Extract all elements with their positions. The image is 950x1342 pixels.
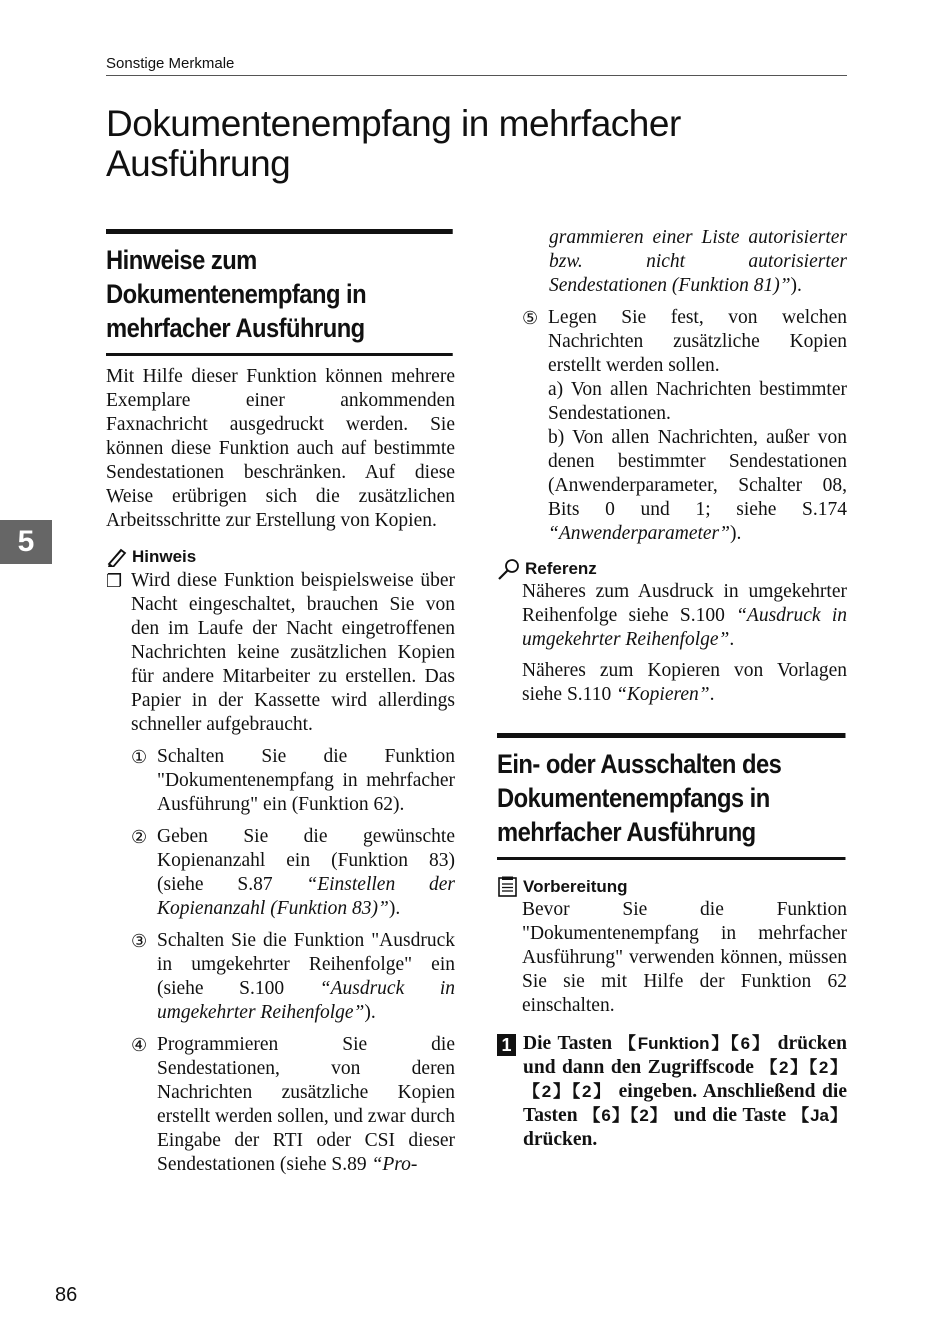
- step-text-part: Programmieren Sie die Sendestationen, von deren Nachrichten zusätzliche Kopien erstellt werden sollen, und zwar durch Eingabe der RTI oder CSI dieser Sendestationen (siehe S.89: [157, 1034, 455, 1175]
- step-number: ②: [131, 827, 148, 847]
- step-number: ③: [131, 931, 148, 951]
- list-item: [131, 825, 455, 921]
- key-label: 【Funktion】: [618, 1034, 731, 1053]
- section-heading: [106, 229, 453, 356]
- step-text: Schalten Sie die Funktion "Dokumentenempfang in mehrfacher Ausführung" ein (Funktion 62).: [157, 746, 455, 815]
- heading-line: mehrfacher Ausführung: [497, 817, 756, 847]
- reference-heading: [497, 558, 847, 580]
- heading-line: Dokumentenempfangs in: [497, 783, 770, 813]
- step-option: a) Von allen Nachrichten bestimmter Sendestationen.: [548, 379, 847, 424]
- text-part: ).: [730, 523, 742, 544]
- step-text: [157, 1033, 455, 1177]
- cross-reference: “Ausdruck in umgekehrter Reihenfolge”: [157, 978, 455, 1023]
- note-heading: [106, 547, 455, 567]
- text-part: Näheres zum Kopieren von Vorlagen siehe S.110: [522, 660, 847, 705]
- cross-reference: grammieren einer Liste autorisierter bzw. nicht autorisierter Sendestationen (Funktion 81)”: [549, 227, 847, 296]
- step-number-box: 1: [497, 1034, 516, 1056]
- cross-reference: “Pro-: [371, 1154, 418, 1175]
- list-item: [131, 1033, 455, 1177]
- page-number: 86: [55, 1284, 78, 1306]
- step-text: [157, 825, 455, 921]
- note-bullet: [106, 569, 455, 737]
- chapter-tab: 5: [0, 520, 52, 564]
- reference-text: [522, 659, 847, 707]
- step-text-part: ).: [388, 898, 401, 919]
- step-text-part: Geben Sie die gewünschte Kopienanzahl ein (Funktion 83) (siehe S.87: [157, 826, 455, 895]
- note-label: Hinweis: [132, 547, 197, 566]
- text-part: .: [729, 629, 735, 650]
- heading-line: Hinweise zum: [106, 245, 257, 275]
- instruction-step: [497, 1032, 847, 1152]
- reference-text: [522, 580, 847, 652]
- cross-reference: “Kopieren”: [616, 684, 710, 705]
- text-part: .: [709, 684, 715, 705]
- title-line: Ausführung: [106, 143, 291, 184]
- step-option: [548, 426, 847, 546]
- text-part: drücken.: [523, 1129, 598, 1150]
- preparation-label: Vorbereitung: [523, 877, 628, 896]
- heading-line: mehrfacher Ausführung: [106, 313, 365, 343]
- text-part: ).: [790, 275, 802, 296]
- list-item: [497, 306, 847, 546]
- text-part: und die Taste: [667, 1105, 793, 1126]
- heading-line: Ein- oder Ausschalten des: [497, 749, 782, 779]
- text-part: drücken und dann den Zugriffscode: [523, 1033, 847, 1078]
- step-number: ⑤: [522, 308, 539, 328]
- right-column: [497, 226, 847, 1152]
- text-part: eingeben. Anschließend die Tasten: [523, 1081, 847, 1126]
- text-part: Die Tasten: [523, 1033, 619, 1054]
- text-part: b) Von allen Nachrichten, außer von denen bestimmter Sendestationen (Anwenderparameter, Schalter 08, Bits 0 und 1; siehe S.174: [548, 427, 847, 520]
- preparation-heading: [497, 876, 847, 898]
- running-header: Sonstige Merkmale: [106, 55, 847, 76]
- list-item: [131, 745, 455, 817]
- checklist-icon: [497, 876, 519, 898]
- continued-text: [497, 226, 847, 298]
- step-number: ④: [131, 1035, 148, 1055]
- magnifier-icon: [497, 558, 521, 580]
- key-label: 【2】【2】【2】【2】: [523, 1058, 847, 1101]
- checkbox-icon: ❐: [106, 571, 123, 591]
- preparation-text: Bevor Sie die Funktion "Dokumentenempfang in mehrfacher Ausführung" verwenden können, müssen Sie sie mit Hilfe der Funktion 62 einschalten.: [522, 899, 847, 1016]
- section-heading: [497, 733, 845, 860]
- pencil-icon: [106, 547, 128, 567]
- key-label: 【6】: [730, 1034, 771, 1053]
- cross-reference: “Einstellen der Kopienanzahl (Funktion 83)”: [157, 874, 455, 919]
- key-label: 【6】【2】: [583, 1106, 668, 1125]
- step-text-part: Schalten Sie die Funktion "Ausdruck in umgekehrter Reihenfolge" ein (siehe S.100: [157, 930, 455, 999]
- instruction-text: [523, 1032, 847, 1152]
- reference-label: Referenz: [525, 559, 597, 578]
- bullet-text: Wird diese Funktion beispielsweise über Nacht eingeschaltet, brauchen Sie von den im Laufe der Nacht eingetroffenen Nachrichten keine zusätzlichen Kopien für andere Mitarbeiter zu erstellen. Das Papier in der Kassette wird allerdings schneller aufgebraucht.: [131, 570, 455, 735]
- key-label: 【Ja】: [792, 1106, 847, 1125]
- text-part: Näheres zum Ausdruck in umgekehrter Reihenfolge siehe S.100: [522, 581, 847, 626]
- step-text: Legen Sie fest, von welchen Nachrichten zusätzliche Kopien erstellt werden sollen.: [548, 307, 847, 376]
- page-title: [106, 104, 846, 184]
- title-line: Dokumentenempfang in mehrfacher: [106, 103, 681, 144]
- cross-reference: “Anwenderparameter”: [548, 523, 730, 544]
- left-column: [106, 229, 455, 1177]
- step-number: ①: [131, 747, 148, 767]
- step-text-part: ).: [364, 1002, 376, 1023]
- heading-line: Dokumentenempfang in: [106, 279, 367, 309]
- list-item: [131, 929, 455, 1025]
- step-text: [157, 929, 455, 1025]
- intro-paragraph: Mit Hilfe dieser Funktion können mehrere Exemplare einer ankommenden Faxnachricht ausgedruckt werden. Sie können diese Funktion auch auf bestimmte Sendestationen beschränken. Auf diese Weise erübrigen sich die zusätzlichen Arbeitsschritte zur Erstellung von Kopien.: [106, 366, 455, 531]
- cross-reference: “Ausdruck in umgekehrter Reihenfolge”: [522, 605, 847, 650]
